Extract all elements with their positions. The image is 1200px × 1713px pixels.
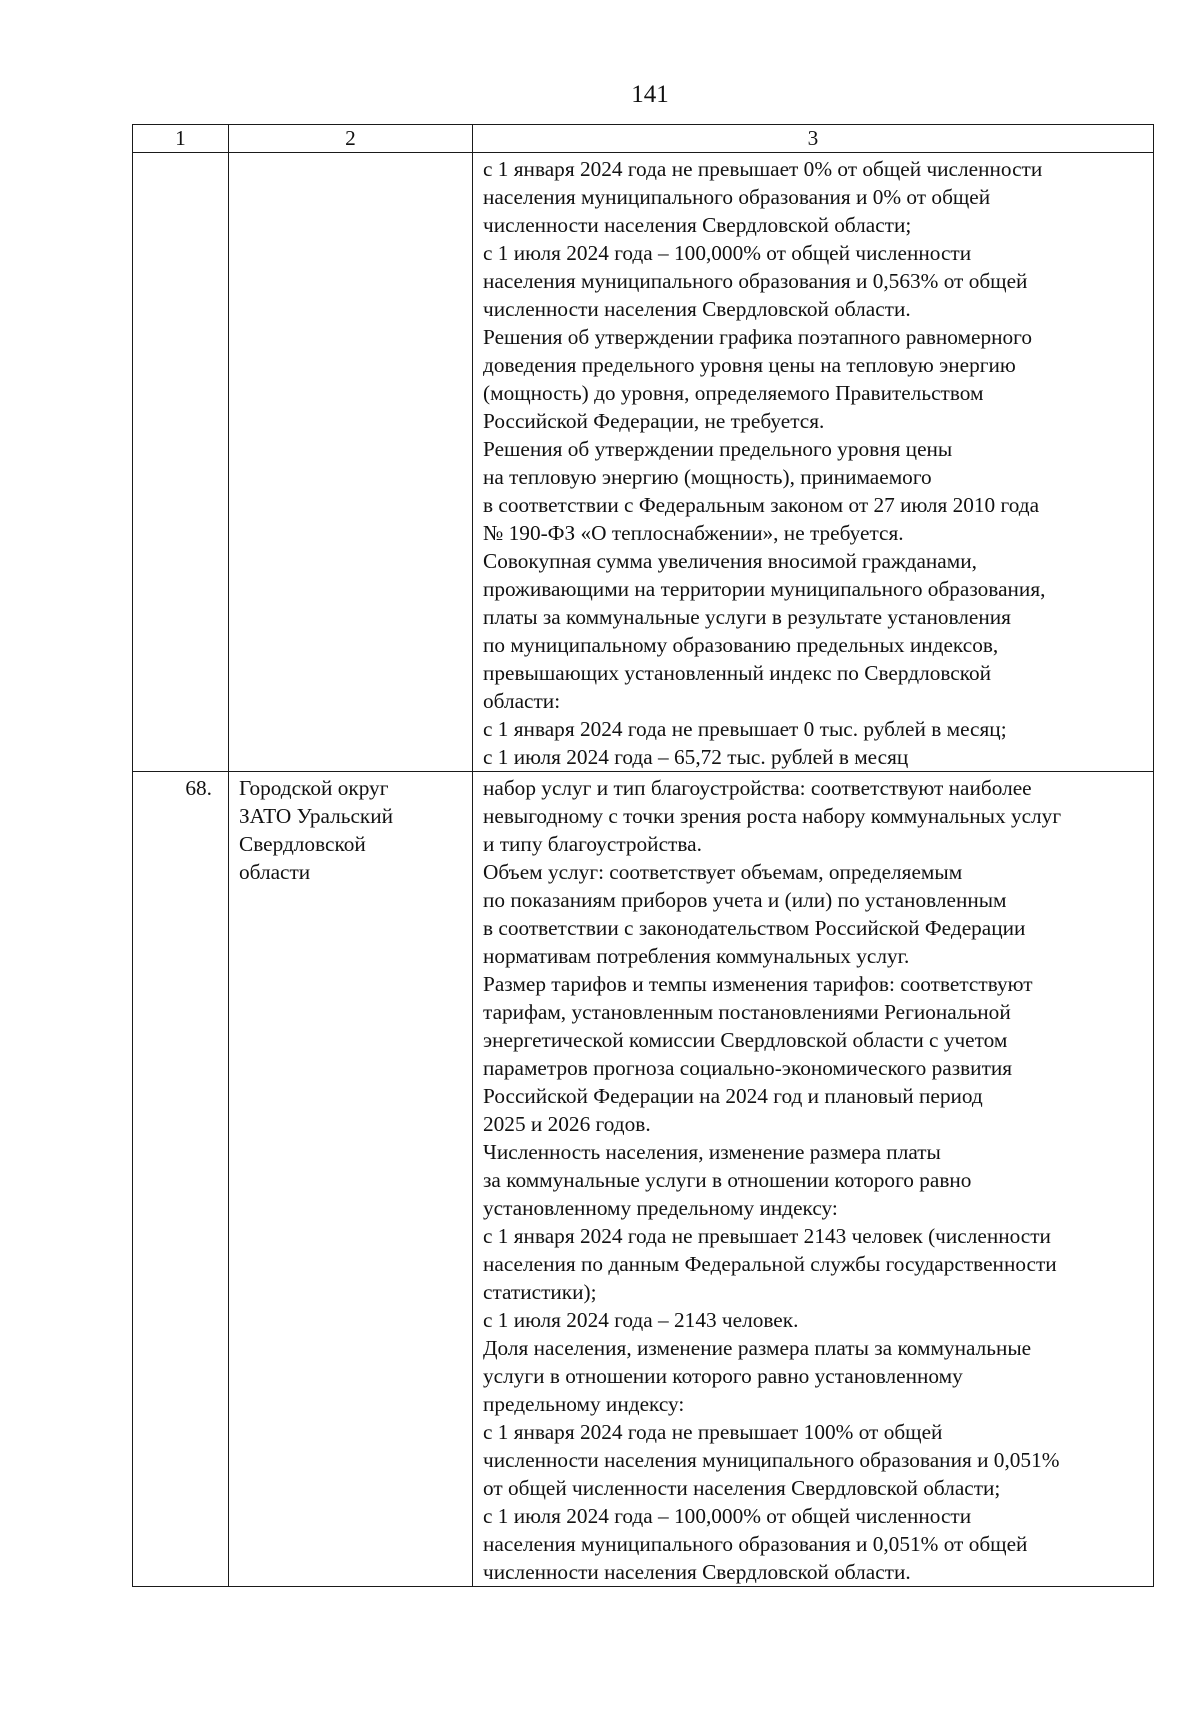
municipality-name-line: Городской округ — [239, 776, 389, 800]
description-text-line: услуги в отношении которого равно установленному — [483, 1364, 963, 1388]
description-text-line: по муниципальному образованию предельных индексов, — [483, 633, 999, 657]
description-text-line: численности населения Свердловской области. — [483, 1560, 911, 1584]
row-number-cell: 68. — [133, 772, 229, 1587]
municipality-name-line: ЗАТО Уральский — [239, 804, 394, 828]
description-text-line: невыгодному с точки зрения роста набору коммунальных услуг — [483, 804, 1062, 828]
description-text-line: численности населения муниципального образования и 0,051% — [483, 1448, 1060, 1472]
description-text-line: № 190-ФЗ «О теплоснабжении», не требуется. — [483, 521, 904, 545]
description-text-line: Российской Федерации на 2024 год и плановый период — [483, 1084, 983, 1108]
description-text-line: с 1 января 2024 года не превышает 100% от общей — [483, 1420, 943, 1444]
description-text-line: с 1 июля 2024 года – 65,72 тыс. рублей в месяц — [483, 745, 909, 769]
description-text-line: Доля населения, изменение размера платы за коммунальные — [483, 1336, 1032, 1360]
table-header-row — [133, 125, 1154, 153]
page-number: 141 — [631, 81, 669, 108]
description-text-line: статистики); — [483, 1280, 597, 1304]
description-text-line: населения муниципального образования и 0,051% от общей — [483, 1532, 1028, 1556]
description-text-line: (мощность) до уровня, определяемого Правительством — [483, 381, 984, 405]
description-text-line: и типу благоустройства. — [483, 832, 702, 856]
municipality-cell — [229, 772, 473, 1587]
description-text-line: с 1 июля 2024 года – 100,000% от общей численности — [483, 1504, 972, 1528]
description-text-line: доведения предельного уровня цены на тепловую энергию — [483, 353, 1016, 377]
description-text-line: Размер тарифов и темпы изменения тарифов: соответствуют — [483, 972, 1033, 996]
description-text-line: по показаниям приборов учета и (или) по установленным — [483, 888, 1007, 912]
description-text-line: нормативам потребления коммунальных услуг. — [483, 944, 910, 968]
description-text-line: энергетической комиссии Свердловской области с учетом — [483, 1028, 1008, 1052]
description-text-line: платы за коммунальные услуги в результате установления — [483, 605, 1011, 629]
description-text-line: численности населения Свердловской области. — [483, 297, 911, 321]
description-text-line: численности населения Свердловской области; — [483, 213, 912, 237]
description-text-line: населения муниципального образования и 0% от общей — [483, 185, 991, 209]
municipality-cell — [229, 153, 473, 772]
description-text-line: области: — [483, 689, 561, 713]
column-header-description: 3 — [473, 125, 1154, 153]
description-text-line: набор услуг и тип благоустройства: соответствуют наиболее — [483, 776, 1032, 800]
description-text-line: проживающими на территории муниципального образования, — [483, 577, 1046, 601]
description-text-line: от общей численности населения Свердловской области; — [483, 1476, 1001, 1500]
description-text-line: Решения об утверждении предельного уровня цены — [483, 437, 953, 461]
description-text-line: Совокупная сумма увеличения вносимой гражданами, — [483, 549, 977, 573]
description-text-line: 2025 и 2026 годов. — [483, 1112, 651, 1136]
description-text-line: с 1 января 2024 года не превышает 0 тыс. рублей в месяц; — [483, 717, 1007, 741]
description-cell — [473, 153, 1154, 772]
column-header-municipality: 2 — [229, 125, 473, 153]
description-text-line: установленному предельному индексу: — [483, 1196, 838, 1220]
description-cell — [473, 772, 1154, 1587]
table-row — [133, 772, 1154, 1587]
description-text-line: с 1 января 2024 года не превышает 2143 человек (численности — [483, 1224, 1051, 1248]
description-text-line: Российской Федерации, не требуется. — [483, 409, 825, 433]
description-text-line: Решения об утверждении графика поэтапного равномерного — [483, 325, 1033, 349]
document-table — [132, 124, 1154, 1587]
description-text-line: с 1 июля 2024 года – 100,000% от общей численности — [483, 241, 972, 265]
description-text-line: превышающих установленный индекс по Свердловской — [483, 661, 992, 685]
description-text-line: Численность населения, изменение размера платы — [483, 1140, 941, 1164]
description-text-line: на тепловую энергию (мощность), принимаемого — [483, 465, 932, 489]
description-text-line: с 1 января 2024 года не превышает 0% от общей численности — [483, 157, 1043, 181]
row-number-cell — [133, 153, 229, 772]
description-text-line: с 1 июля 2024 года – 2143 человек. — [483, 1308, 799, 1332]
description-text-line: тарифам, установленным постановлениями Региональной — [483, 1000, 1011, 1024]
description-text-line: за коммунальные услуги в отношении которого равно — [483, 1168, 972, 1192]
description-text-line: предельному индексу: — [483, 1392, 685, 1416]
description-text-line: в соответствии с Федеральным законом от 27 июля 2010 года — [483, 493, 1040, 517]
description-text-line: Объем услуг: соответствует объемам, определяемым — [483, 860, 963, 884]
municipality-name-line: Свердловской — [239, 832, 366, 856]
description-text-line: в соответствии с законодательством Российской Федерации — [483, 916, 1026, 940]
column-header-number: 1 — [133, 125, 229, 153]
table-row — [133, 153, 1154, 772]
description-text-line: параметров прогноза социально-экономического развития — [483, 1056, 1013, 1080]
description-text-line: населения муниципального образования и 0,563% от общей — [483, 269, 1028, 293]
description-text-line: населения по данным Федеральной службы государственности — [483, 1252, 1057, 1276]
municipality-name-line: области — [239, 860, 311, 884]
